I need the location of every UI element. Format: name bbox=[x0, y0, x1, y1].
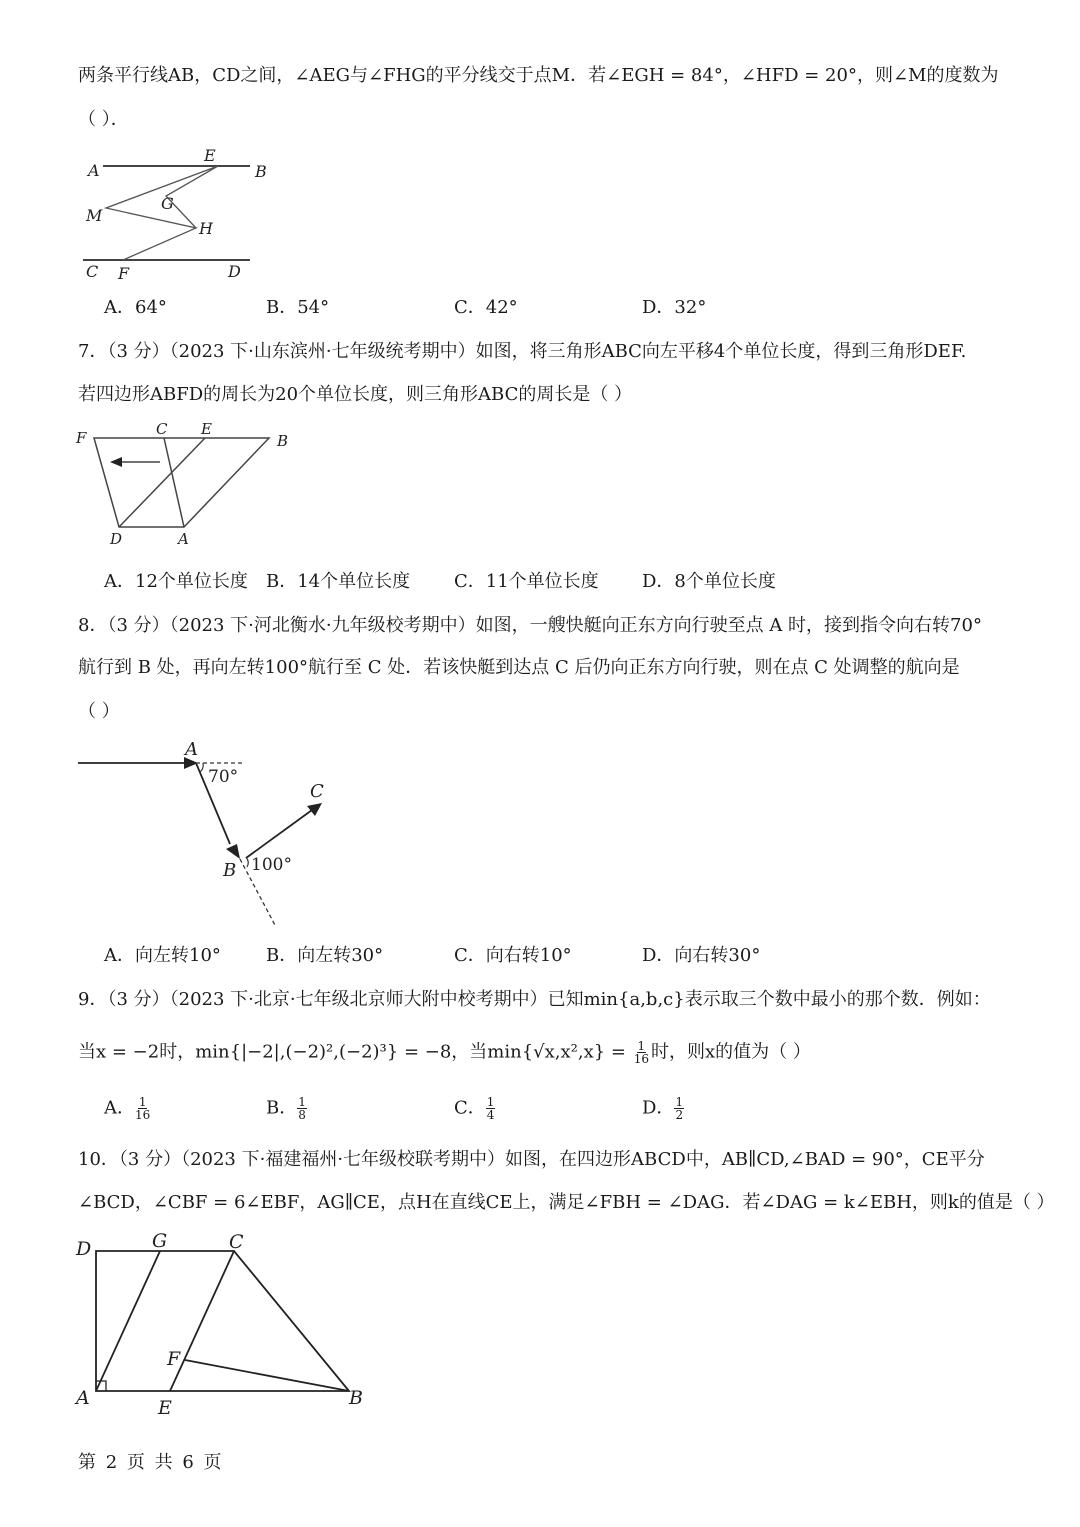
q7-option-c[interactable]: C．11个单位长度 bbox=[454, 571, 599, 592]
q8-label-c: C bbox=[310, 781, 324, 802]
q10-label-a: A bbox=[76, 1387, 90, 1409]
q9-option-c-letter: C． bbox=[454, 1097, 486, 1119]
q9-option-a-num: 1 bbox=[138, 1095, 147, 1109]
q10-figure bbox=[72, 1228, 372, 1423]
q7-label-a: A bbox=[178, 530, 189, 548]
q7-option-a[interactable]: A．12个单位长度 bbox=[104, 571, 248, 592]
q6-label-e: E bbox=[204, 146, 216, 165]
q7-label-d: D bbox=[110, 530, 123, 548]
q7-label-f: F bbox=[76, 429, 87, 447]
q7-option-d[interactable]: D．8个单位长度 bbox=[642, 571, 776, 592]
q6-option-d[interactable]: D．32° bbox=[642, 297, 707, 318]
q7-label-b: B bbox=[277, 432, 289, 450]
q9-option-b-fraction bbox=[297, 1096, 307, 1121]
q9-option-d-letter: D． bbox=[642, 1097, 675, 1119]
q6-label-h: H bbox=[199, 219, 213, 238]
q9-option-d-fraction bbox=[674, 1096, 684, 1121]
q10-label-d: D bbox=[76, 1238, 92, 1260]
q9-option-c-num: 1 bbox=[486, 1095, 495, 1109]
q8-angle-100: 100° bbox=[251, 855, 292, 875]
q9-option-a[interactable] bbox=[104, 1096, 150, 1121]
q10-label-b: B bbox=[349, 1387, 363, 1409]
q9-option-b[interactable] bbox=[266, 1096, 307, 1121]
q6-label-c: C bbox=[86, 262, 99, 281]
q8-figure bbox=[74, 732, 354, 932]
q10-label-e: E bbox=[158, 1397, 172, 1419]
q9-stem-fraction-num: 1 bbox=[637, 1039, 646, 1053]
q7-option-b[interactable]: B．14个单位长度 bbox=[266, 571, 411, 592]
q6-label-m: M bbox=[86, 206, 103, 225]
q9-option-c[interactable] bbox=[454, 1096, 495, 1121]
q8-option-c[interactable]: C．向右转10° bbox=[454, 945, 572, 966]
q6-label-g: G bbox=[161, 194, 174, 213]
q8-stem-line1: 8．（3 分）（2023 下·河北衡水·九年级校考期中）如图，一艘快艇向正东方向行驶至点 A 时，接到指令向右转70° bbox=[78, 615, 982, 636]
q8-angle-70: 70° bbox=[208, 767, 239, 787]
q8-label-b: B bbox=[223, 860, 237, 881]
q7-label-e: E bbox=[201, 420, 212, 438]
q9-option-d-den: 2 bbox=[675, 1108, 684, 1122]
q7-figure bbox=[74, 416, 299, 551]
q7-label-c: C bbox=[156, 420, 168, 438]
q10-label-f: F bbox=[167, 1348, 181, 1370]
q6-stem-line1: 两条平行线AB，CD之间，∠AEG与∠FHG的平分线交于点M．若∠EGH = 84°，∠HFD = 20°，则∠M的度数为 bbox=[78, 65, 999, 86]
q6-label-b: B bbox=[255, 162, 267, 181]
q9-option-c-den: 4 bbox=[486, 1108, 495, 1122]
q8-stem-line3: （ ） bbox=[78, 701, 120, 722]
q9-option-d[interactable] bbox=[642, 1096, 684, 1121]
q9-option-a-fraction bbox=[135, 1096, 150, 1121]
q6-stem-line2: （ ）． bbox=[78, 109, 129, 130]
q10-stem-line1: 10．（3 分）（2023 下·福建福州·七年级校联考期中）如图，在四边形ABCD中，AB∥CD,∠BAD = 90°，CE平分 bbox=[78, 1149, 985, 1170]
q6-label-a: A bbox=[88, 161, 100, 180]
q6-option-b[interactable]: B．54° bbox=[266, 297, 330, 318]
q9-stem-fraction bbox=[634, 1040, 649, 1065]
q7-stem-line1: 7．（3 分）（2023 下·山东滨州·七年级统考期中）如图，将三角形ABC向左平移4个单位长度，得到三角形DEF. bbox=[78, 341, 967, 362]
q9-stem-fraction-den: 16 bbox=[633, 1052, 650, 1066]
q9-option-d-num: 1 bbox=[675, 1095, 684, 1109]
q8-label-a: A bbox=[185, 739, 198, 760]
q9-option-a-den: 16 bbox=[135, 1108, 151, 1122]
q9-stem-line2-b: 时，则x的值为（ ） bbox=[651, 1041, 811, 1063]
q9-stem-line2 bbox=[78, 1040, 811, 1065]
q10-label-g: G bbox=[152, 1230, 168, 1252]
q6-label-f: F bbox=[118, 264, 130, 283]
q9-option-b-num: 1 bbox=[298, 1095, 306, 1109]
q7-stem-line2: 若四边形ABFD的周长为20个单位长度，则三角形ABC的周长是（ ） bbox=[78, 384, 633, 405]
q9-option-b-letter: B． bbox=[266, 1097, 298, 1119]
q6-option-c[interactable]: C．42° bbox=[454, 297, 518, 318]
q6-figure bbox=[78, 140, 278, 285]
page-footer: 第 2 页 共 6 页 bbox=[78, 1452, 224, 1473]
q9-stem-line2-a: 当x = −2时，min{|−2|,(−2)²,(−2)³} = −8，当min{√x,x²,x} = bbox=[78, 1041, 632, 1063]
q8-option-d[interactable]: D．向右转30° bbox=[642, 945, 761, 966]
q9-stem-line1: 9．（3 分）（2023 下·北京·七年级北京师大附中校考期中）已知min{a,b,c}表示取三个数中最小的那个数．例如： bbox=[78, 989, 991, 1010]
q9-option-a-letter: A． bbox=[104, 1097, 135, 1119]
q8-stem-line2: 航行到 B 处，再向左转100°航行至 C 处．若该快艇到达点 C 后仍向正东方向行驶，则在点 C 处调整的航向是 bbox=[78, 657, 960, 678]
q6-label-d: D bbox=[228, 262, 241, 281]
q9-option-b-den: 8 bbox=[298, 1108, 306, 1122]
q9-option-c-fraction bbox=[486, 1096, 496, 1121]
q10-stem-line2: ∠BCD，∠CBF = 6∠EBF，AG∥CE，点H在直线CE上，满足∠FBH = ∠DAG．若∠DAG = k∠EBH，则k的值是（ ） bbox=[78, 1192, 1055, 1213]
q10-label-c: C bbox=[229, 1231, 244, 1253]
q6-option-a[interactable]: A．64° bbox=[104, 297, 167, 318]
q8-option-a[interactable]: A．向左转10° bbox=[104, 945, 221, 966]
q8-option-b[interactable]: B．向左转30° bbox=[266, 945, 384, 966]
